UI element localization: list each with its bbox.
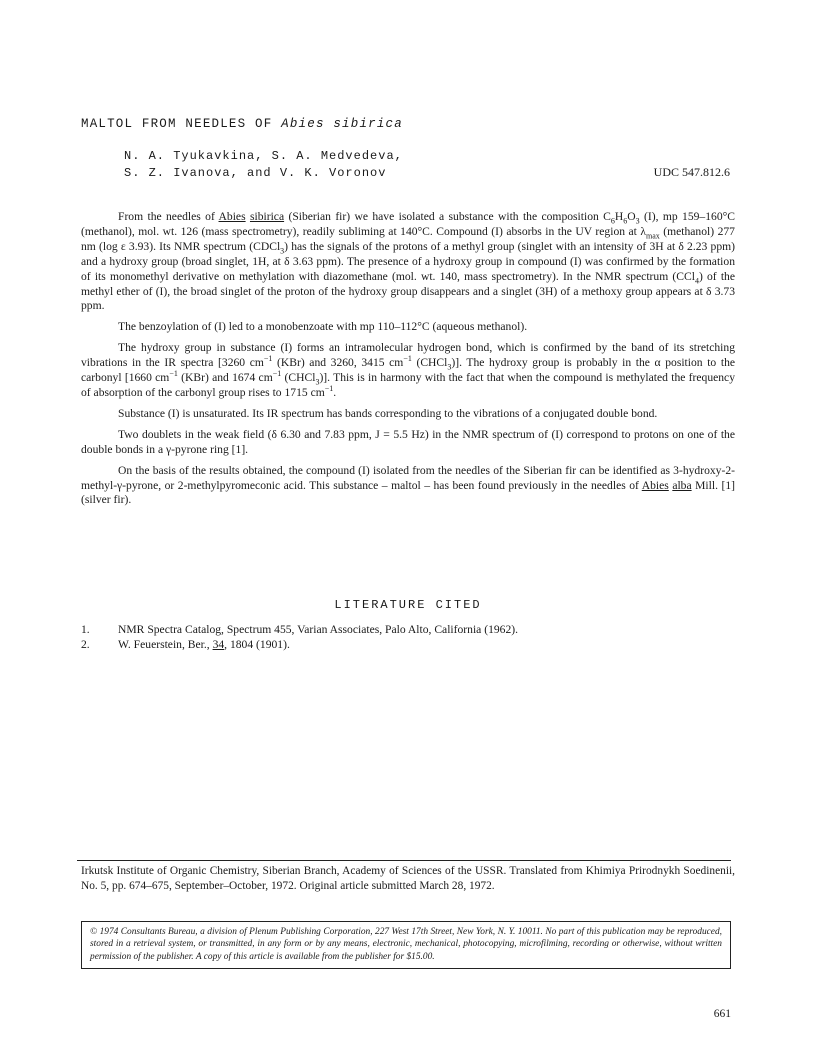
subscript: 4 <box>694 275 699 285</box>
text-run: ) of the methyl ether of (I), the broad singlet of the proton of the hydroxy group disappears and a singlet (3H) of a methoxy group appears at δ 3.73 ppm. <box>81 269 735 313</box>
journal-volume: 34 <box>212 638 225 651</box>
title-text: MALTOL FROM NEEDLES OF <box>81 117 282 131</box>
paragraph-2: The benzoylation of (I) led to a monobenzoate with mp 110–112°C (aqueous methanol). <box>118 320 528 334</box>
text-run: On the basis of the results obtained, the compound (I) isolated from the needles of the Siberian fir can be identified as 3-hydroxy-2-methyl-γ-pyrone, or 2-methylpyromeconic acid. This substance – maltol – has been found previously in the needles of <box>81 463 735 492</box>
species-name: alba <box>672 478 692 492</box>
literature-heading: LITERATURE CITED <box>334 598 482 612</box>
text-run: (CHCl <box>411 356 448 370</box>
title-species: Abies sibirica <box>281 117 403 131</box>
text-run: . <box>333 385 337 399</box>
text-run: (methanol) 277 nm (log ε 3.93). Its NMR spectrum (CDCl <box>81 224 735 253</box>
paragraph-5: Two doublets in the weak field (δ 6.30 and 7.83 ppm, J = 5.5 Hz) in the NMR spectrum of (I) correspond to protons on one of the double bonds in a γ-pyrone ring [1]. <box>81 427 735 456</box>
reference-text <box>118 637 290 652</box>
text-run: (CHCl <box>281 371 316 385</box>
reference-number: 1. <box>81 623 90 636</box>
subscript: max <box>645 231 660 241</box>
subscript: 3 <box>447 362 452 372</box>
text-run: )]. This is in harmony with the fact that when the compound is methylated the frequency of absorption of the carbonyl group rises to 1715 cm <box>81 371 736 399</box>
subscript: 3 <box>635 216 640 226</box>
text-run: H <box>614 210 624 223</box>
species-name: sibirica <box>249 210 285 223</box>
copyright-notice: © 1974 Consultants Bureau, a division of Plenum Publishing Corporation, 227 West 17th Street, New York, N. Y. 10011. No part of this publication may be reproduced, stored in a retrieval system, or transmitted, in any form or by any means, electronic, mechanical, photocopying, microfilming, recording or otherwise, without written permission of the publisher. A copy of this article is available from the publisher for $15.00. <box>81 921 731 969</box>
superscript: −1 <box>169 369 178 379</box>
text-run: The hydroxy group in substance (I) forms an intramolecular hydrogen bond, which is confirmed by the band of its stretching vibrations in the IR spectra [3260 cm <box>81 341 735 370</box>
reference-item <box>81 637 735 652</box>
paragraph-1 <box>81 210 735 314</box>
text-run: (I), mp 159–160°C (methanol), mol. wt. 126 (mass spectrometry), readily subliming at 140°C. Compound (I) absorbs in the UV region at λ <box>81 210 735 238</box>
text-run: )]. The hydroxy group is probably in the α position to the carbonyl [1660 cm <box>81 356 736 385</box>
author-list <box>124 148 403 182</box>
superscript: −1 <box>272 369 282 379</box>
text-run: O <box>627 210 636 223</box>
text-run: ) has the signals of the protons of a methyl group (singlet with an intensity of 3H at δ 2.23 ppm) and a hydroxy group (broad singlet, 1H, at δ 3.63 ppm). The presence of a hydroxy group in compound (I) was confirmed by the formation of its monomethyl derivative on methylation with diazomethane (mol. wt. 140, mass spectrometry). In the NMR spectrum (CCl <box>81 239 735 283</box>
superscript: −1 <box>263 354 273 364</box>
text-run: , 1804 (1901). <box>224 638 290 651</box>
authors-line-2: S. Z. Ivanova, and V. K. Voronov <box>124 166 387 180</box>
superscript: −1 <box>403 354 412 364</box>
genus-name: Abies <box>641 478 669 492</box>
text-run: (KBr) and 1674 cm <box>177 371 273 385</box>
reference-list <box>81 622 735 652</box>
authors-line-1: N. A. Tyukavkina, S. A. Medvedeva, <box>124 149 403 163</box>
page-number: 661 <box>713 1008 731 1020</box>
subscript: 6 <box>610 216 615 226</box>
reference-text: NMR Spectra Catalog, Spectrum 455, Varian Associates, Palo Alto, California (1962). <box>118 623 519 636</box>
subscript: 3 <box>280 246 285 256</box>
reference-item <box>81 622 735 637</box>
superscript: −1 <box>324 384 334 394</box>
text-run: (Siberian fir) we have isolated a substance with the composition C <box>284 210 611 223</box>
paragraph-4: Substance (I) is unsaturated. Its IR spectrum has bands corresponding to the vibrations of a conjugated double bond. <box>118 406 658 420</box>
subscript: 6 <box>623 216 628 226</box>
udc-code: UDC 547.812.6 <box>653 165 730 179</box>
genus-name: Abies <box>218 210 246 223</box>
affiliation-note: Irkutsk Institute of Organic Chemistry, Siberian Branch, Academy of Sciences of the USSR. Translated from Khimiya Prirodnykh Soedinenii, No. 5, pp. 674–675, September–October, 1972. Original article submitted March 28, 1972. <box>81 865 735 892</box>
footnote-divider <box>77 860 731 861</box>
text-run: From the needles of <box>118 210 219 223</box>
reference-number: 2. <box>81 638 90 651</box>
subscript: 3 <box>315 377 320 387</box>
article-title <box>81 117 403 131</box>
text-run: (KBr) and 3260, 3415 cm <box>272 356 404 370</box>
text-run: Mill. [1] (silver fir). <box>81 478 735 507</box>
paragraph-6 <box>81 464 735 509</box>
text-run: W. Feuerstein, Ber., <box>118 638 213 651</box>
article-body <box>81 210 735 514</box>
paragraph-3 <box>81 341 735 401</box>
